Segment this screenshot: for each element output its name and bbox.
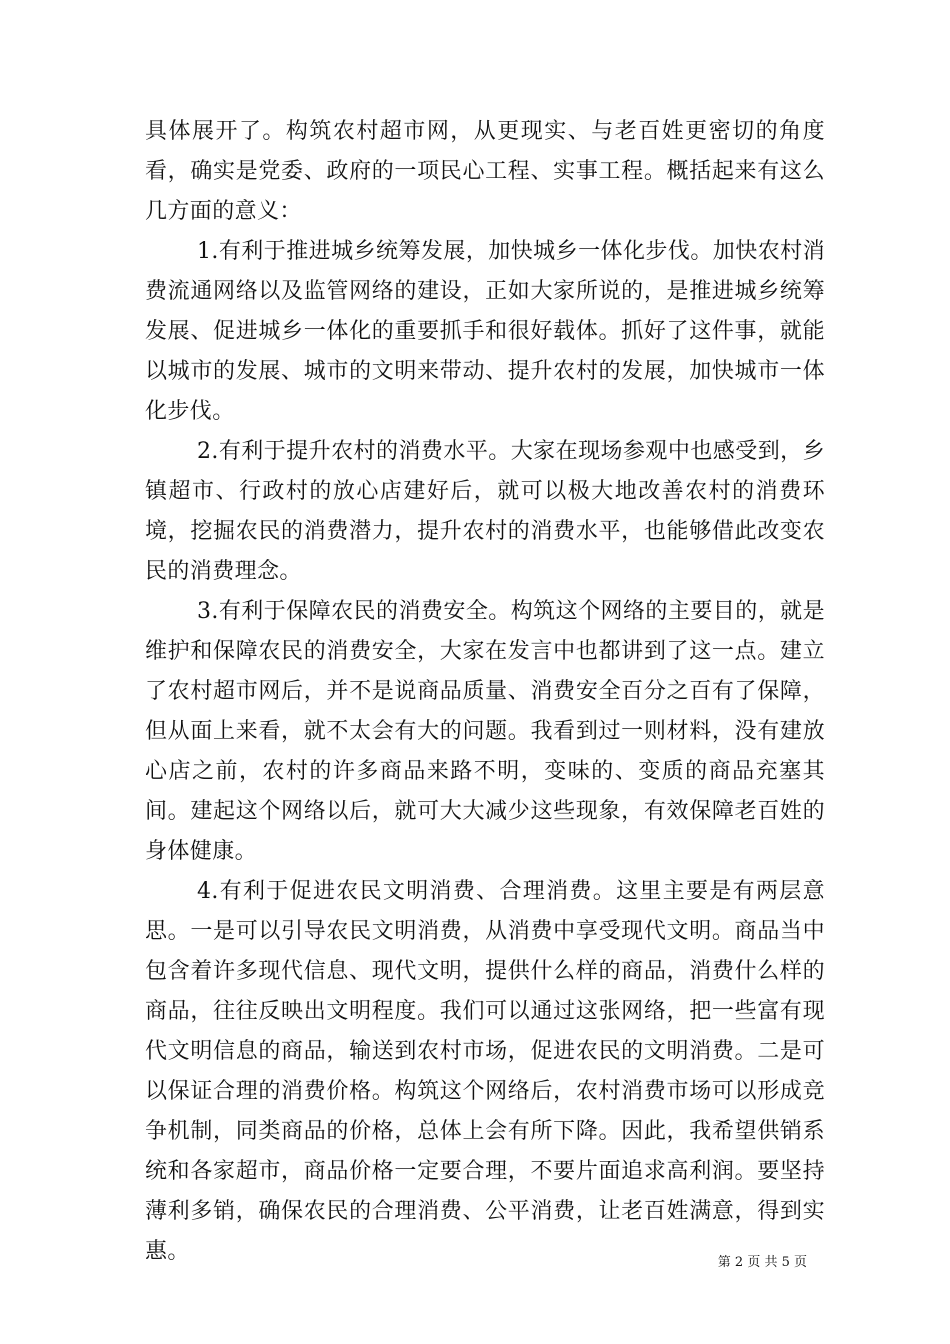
paragraph-point-4: 4.有利于促进农民文明消费、合理消费。这里主要是有两层意思。一是可以引导农民文明消费，从消费中享受现代文明。商品当中包含着许多现代信息、现代文明，提供什么样的商品，消费什么样的商品，往往反映出文明程度。我们可以通过这张网络，把一些富有现代文明信息的商品，输送到农村市场，促进农民的文明消费。二是可以保证合理的消费价格。构筑这个网络后，农村消费市场可以形成竞争机制，同类商品的价格，总体上会有所下降。因此，我希望供销系统和各家超市，商品价格一定要合理，不要片面追求高利润。要坚持薄利多销，确保农民的合理消费、公平消费，让老百姓满意，得到实惠。 — [145, 879, 825, 1264]
paragraph-point-2: 2.有利于提升农村的消费水平。大家在现场参观中也感受到，乡镇超市、行政村的放心店建好后，就可以极大地改善农村的消费环境，挖掘农民的消费潜力，提升农村的消费水平，也能够借此改变农民的消费理念。 — [145, 439, 825, 584]
paragraph-point-1: 1.有利于推进城乡统筹发展，加快城乡一体化步伐。加快农村消费流通网络以及监管网络的建设，正如大家所说的，是推进城乡统筹发展、促进城乡一体化的重要抓手和很好载体。抓好了这件事，就能以城市的发展、城市的文明来带动、提升农村的发展，加快城市一体化步伐。 — [145, 239, 825, 424]
page-number-footer: 第 2 页 共 5 页 — [717, 1255, 807, 1270]
document-body — [145, 112, 825, 1272]
paragraph-point-3: 3.有利于保障农民的消费安全。构筑这个网络的主要目的，就是维护和保障农民的消费安全，大家在发言中也都讲到了这一点。建立了农村超市网后，并不是说商品质量、消费安全百分之百有了保障，但从面上来看，就不太会有大的问题。我看到过一则材料，没有建放心店之前，农村的许多商品来路不明，变味的、变质的商品充塞其间。建起这个网络以后，就可大大减少这些现象，有效保障老百姓的身体健康。 — [145, 599, 825, 864]
paragraph-continuation: 具体展开了。构筑农村超市网，从更现实、与老百姓更密切的角度看，确实是党委、政府的一项民心工程、实事工程。概括起来有这么几方面的意义： — [145, 119, 825, 224]
